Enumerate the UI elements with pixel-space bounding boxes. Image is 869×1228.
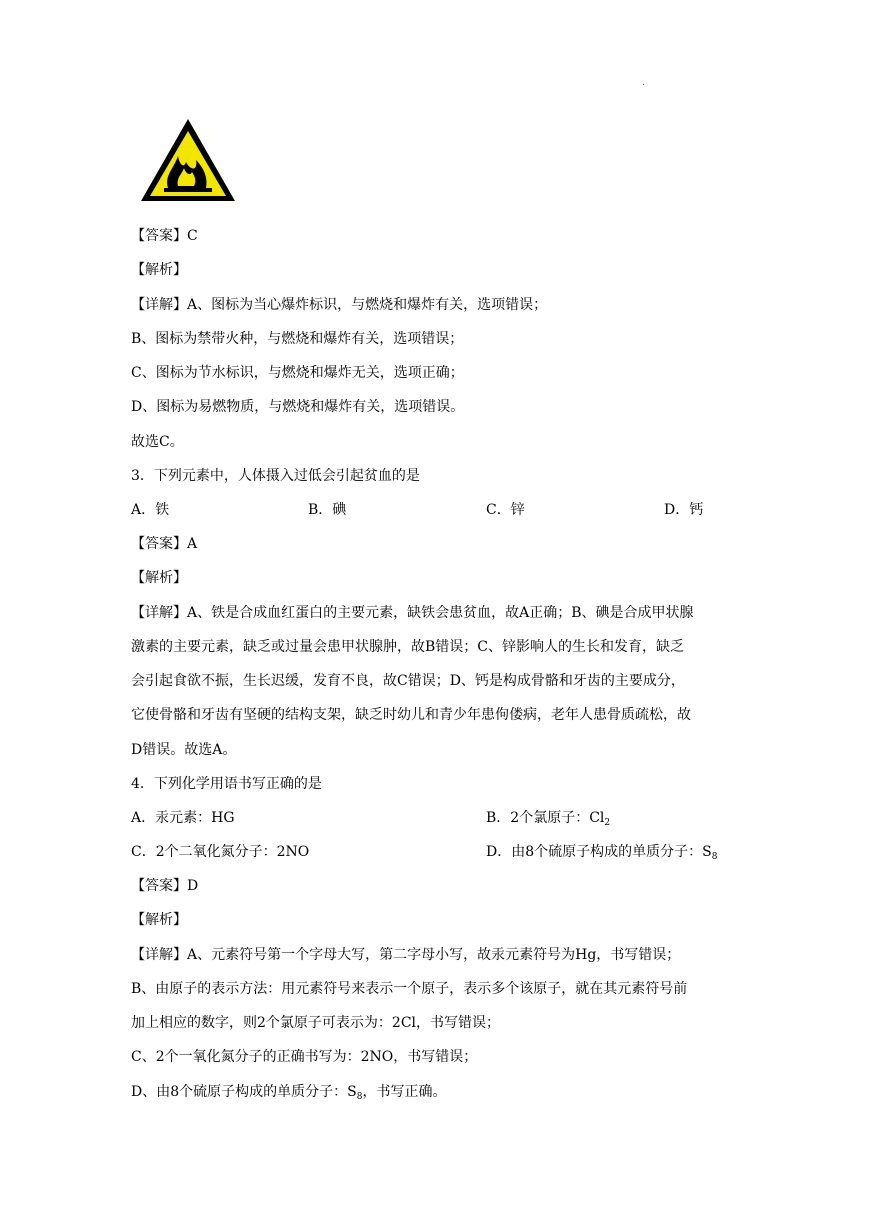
q3-detail-line: D错误。故选A。 <box>131 742 237 758</box>
q2-detail-line: D、图标为易燃物质，与燃烧和爆炸有关，选项错误。 <box>131 399 465 415</box>
q4-analysis-label: 【解析】 <box>131 912 187 928</box>
q4-detail-line: B、由原子的表示方法：用元素符号来表示一个原子，表示多个该原子，就在其元素符号前 <box>131 981 688 997</box>
q4-detail-line: 【详解】A、元素符号第一个字母大写，第二字母小写，故汞元素符号为Hg，书写错误； <box>131 947 681 963</box>
q4-stem: 4．下列化学用语书写正确的是 <box>131 776 322 792</box>
q4-option-a: A．汞元素：HG <box>131 810 235 826</box>
q4-detail-line: 加上相应的数字，则2个氯原子可表示为：2Cl，书写错误； <box>131 1015 501 1031</box>
q3-option-a: A．铁 <box>131 502 170 518</box>
q2-detail-line: C、图标为节水标识，与燃烧和爆炸无关，选项正确； <box>131 365 464 381</box>
q2-conclusion: 故选C。 <box>131 434 184 450</box>
q3-detail-line: 激素的主要元素，缺乏或过量会患甲状腺肿，故B错误；C、锌影响人的生长和发育，缺乏 <box>131 639 684 655</box>
q2-answer: 【答案】C <box>131 228 198 244</box>
q3-detail-line: 【详解】A、铁是合成血红蛋白的主要元素，缺铁会患贫血，故A正确；B、碘是合成甲状腺 <box>131 605 694 621</box>
q3-option-c: C．锌 <box>486 502 525 518</box>
q3-detail-line: 它使骨骼和牙齿有坚硬的结构支架，缺乏时幼儿和青少年患佝偻病，老年人患骨质疏松，故 <box>131 707 691 723</box>
q2-detail-line: B、图标为禁带火种，与燃烧和爆炸有关，选项错误； <box>131 331 464 347</box>
q4-option-b: B．2个氯原子：$Cl_2$ <box>486 810 611 828</box>
q3-option-b: B．碘 <box>308 502 347 518</box>
q3-detail-line: 会引起食欲不振，生长迟缓，发育不良，故C错误；D、钙是构成骨骼和牙齿的主要成分， <box>131 673 685 689</box>
q3-option-d: D．钙 <box>664 502 704 518</box>
q4-detail-line: D、由8个硫原子构成的单质分子：$S_8$，书写正确。 <box>131 1084 447 1102</box>
q2-analysis-label: 【解析】 <box>131 262 187 278</box>
q2-detail-line: 【详解】A、图标为当心爆炸标识，与燃烧和爆炸有关，选项错误； <box>131 297 548 313</box>
q4-option-d: D．由8个硫原子构成的单质分子：$S_8$ <box>486 844 718 862</box>
page-dot: · <box>642 80 646 91</box>
q4-detail-line: C、2个一氧化氮分子的正确书写为：2NO，书写错误； <box>131 1049 478 1065</box>
q3-analysis-label: 【解析】 <box>131 570 187 586</box>
q3-stem: 3．下列元素中，人体摄入过低会引起贫血的是 <box>131 468 420 484</box>
flammable-warning-sign-icon <box>138 116 238 204</box>
q4-answer: 【答案】D <box>131 878 199 894</box>
q3-answer: 【答案】A <box>131 536 198 552</box>
q4-option-c: C．2个二氧化氮分子：2NO <box>131 844 310 860</box>
